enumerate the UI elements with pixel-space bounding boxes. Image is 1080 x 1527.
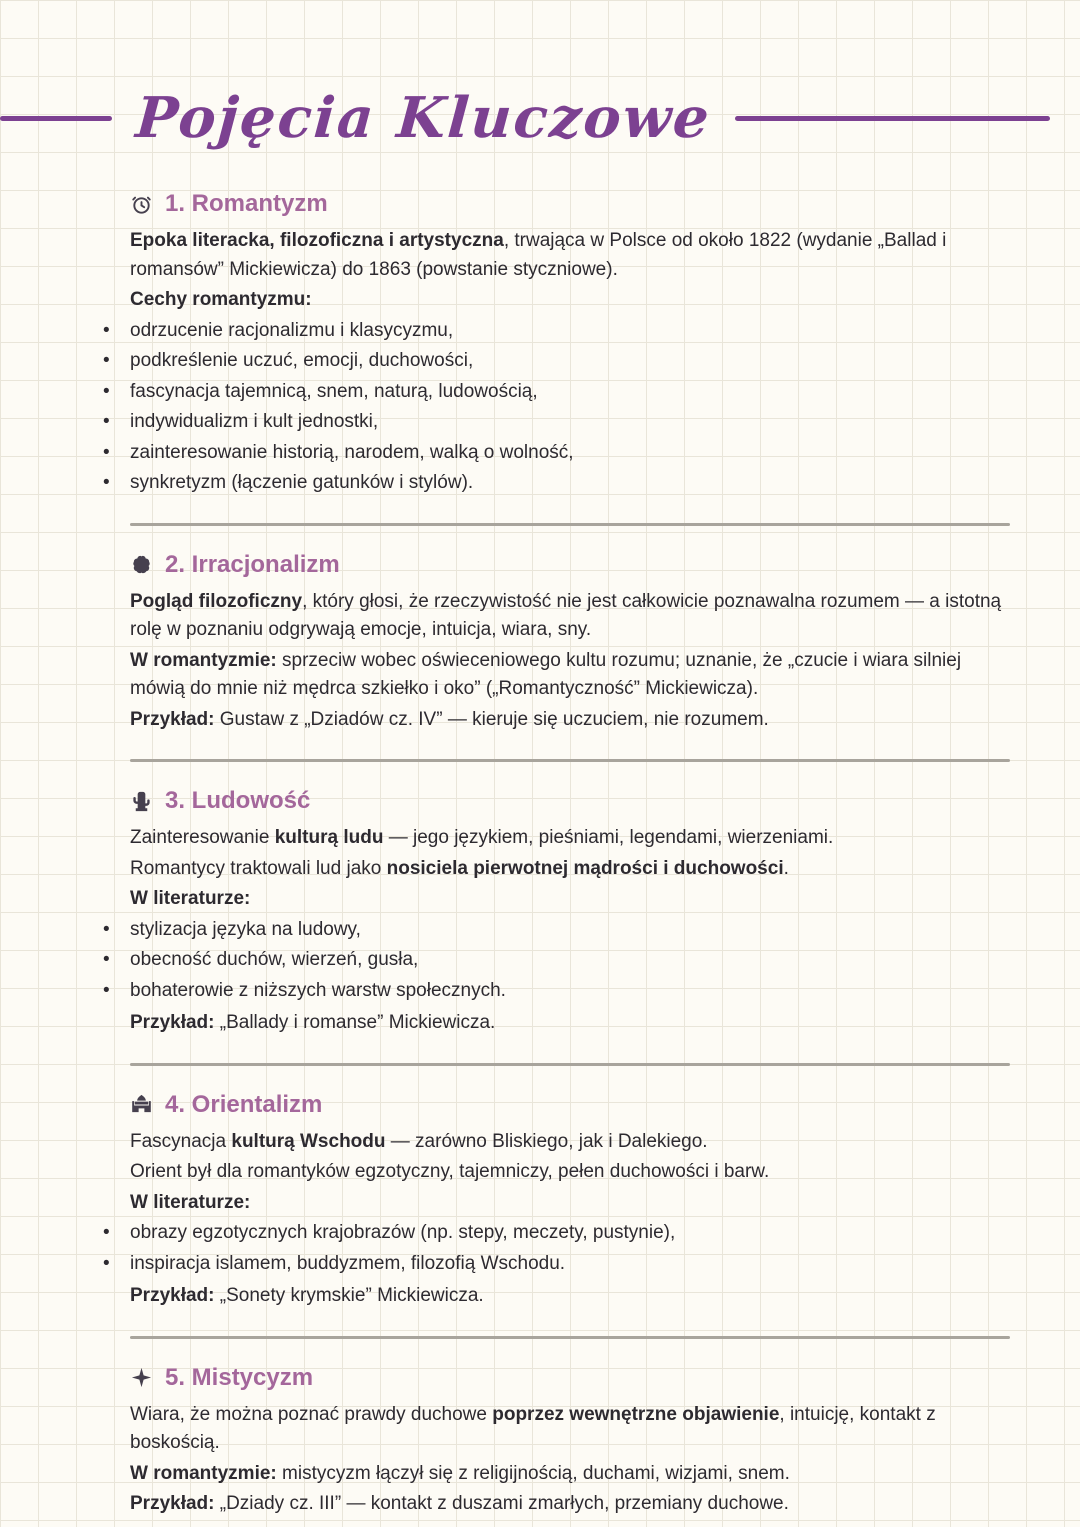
section-heading (130, 551, 1010, 579)
text-bold: kulturą ludu (274, 827, 384, 848)
paragraph (130, 227, 1010, 284)
bullet-list (130, 317, 1010, 498)
list-item: • inspiracja islamem, buddyzmem, filozofią Wschodu. (130, 1250, 1010, 1279)
text-bold: Przykład: (130, 1012, 215, 1033)
paragraph (130, 588, 1010, 645)
list-item: • odrzucenie racjonalizmu i klasycyzmu, (130, 317, 1010, 346)
text-bold: Przykład: (130, 708, 215, 730)
text-bold: W literaturze: (130, 888, 251, 909)
section (130, 1091, 1010, 1311)
paragraph (130, 885, 1010, 914)
section (130, 190, 1010, 498)
section-title: 2. Irracjonalizm (165, 550, 340, 578)
text-bold: Przykład: (130, 1285, 215, 1306)
text-bold: W romantyzmie: (130, 649, 277, 671)
list-item: • obecność duchów, wierzeń, gusła, (130, 946, 1010, 975)
paragraph (130, 647, 1010, 704)
page-header (0, 0, 1080, 151)
section-divider (130, 523, 1010, 526)
bullet-list (130, 1219, 1010, 1278)
text: , intuicję, kontakt z boskością. (130, 1403, 936, 1453)
section-heading (130, 1091, 1010, 1119)
paragraph (130, 1158, 1010, 1187)
paragraph (130, 1401, 1010, 1458)
list-item: • obrazy egzotycznych krajobrazów (np. stepy, meczety, pustynie), (130, 1219, 1010, 1248)
text: , który głosi, że rzeczywistość nie jest całkowicie poznawalna rozumem — a istotną rolę w poznaniu odgrywają emocje, intuicja, wiara, sny. (130, 590, 1002, 640)
section-title: 4. Orientalizm (165, 1090, 323, 1118)
paragraph (130, 706, 1010, 735)
text: Romantycy traktowali lud jako (130, 857, 387, 879)
text-bold: W romantyzmie: (130, 1462, 277, 1484)
text: sprzeciw wobec oświeceniowego kultu rozumu; uznanie, że „czucie i wiara silniej mówią do mnie niż mędrca szkiełko i oko” („Romantyczność” Mickiewicza). (130, 649, 962, 699)
section-title: 1. Romantyzm (165, 190, 328, 217)
paragraph (130, 1009, 1010, 1038)
list-item: • indywidualizm i kult jednostki, (130, 408, 1010, 437)
list-item: • fascynacja tajemnicą, snem, naturą, ludowością, (130, 378, 1010, 407)
section-divider (130, 1336, 1010, 1339)
brain-icon (130, 553, 153, 576)
list-item: • podkreślenie uczuć, emocji, duchowości, (130, 347, 1010, 376)
text: Fascynacja (130, 1130, 232, 1152)
sections-container (0, 146, 1080, 1519)
sparkle-icon (130, 1366, 153, 1389)
paragraph (130, 1460, 1010, 1489)
text-bold: kulturą Wschodu (231, 1130, 386, 1152)
list-item: • zainteresowanie historią, narodem, walką o wolność, (130, 439, 1010, 468)
section (130, 551, 1010, 735)
text: „Sonety krymskie” Mickiewicza. (214, 1285, 484, 1306)
list-item: • bohaterowie z niższych warstw społecznych. (130, 977, 1010, 1006)
paragraph (130, 1282, 1010, 1311)
section-divider (130, 759, 1010, 762)
title-decoration-line-left (0, 116, 112, 121)
text-bold: Epoka literacka, filozoficzna i artystyczna (130, 230, 504, 251)
section-title: 3. Ludowość (165, 787, 311, 814)
section-heading (130, 1364, 1010, 1392)
text-bold: poprzez wewnętrzne objawienie (492, 1403, 780, 1425)
text-bold: Przykład: (130, 1493, 215, 1514)
section-heading (130, 787, 1010, 815)
bullet-list (130, 916, 1010, 1006)
paragraph (130, 286, 1010, 315)
text: „Ballady i romanse” Mickiewicza. (214, 1012, 496, 1033)
title-decoration-line-right (735, 116, 1050, 121)
text: mistycyzm łączył się z religijnością, duchami, wizjami, snem. (276, 1462, 790, 1484)
text-bold: Cechy romantyzmu: (130, 289, 312, 310)
text: Orient był dla romantyków egzotyczny, tajemniczy, pełen duchowości i barw. (130, 1161, 770, 1182)
paragraph (130, 824, 1010, 853)
section-title: 5. Mistycyzm (165, 1363, 314, 1391)
paragraph (130, 1189, 1010, 1218)
paragraph (130, 1490, 1010, 1519)
paragraph (130, 855, 1010, 884)
text: Gustaw z „Dziadów cz. IV” — kieruje się uczuciem, nie rozumem. (214, 708, 769, 730)
list-item: • stylizacja języka na ludowy, (130, 916, 1010, 945)
list-item: • synkretyzm (łączenie gatunków i stylów). (130, 469, 1010, 498)
text-bold: W literaturze: (130, 1191, 251, 1213)
cactus-icon (130, 790, 153, 813)
text: „Dziady cz. III” — kontakt z duszami zmarłych, przemiany duchowe. (214, 1493, 789, 1514)
text: — zarówno Bliskiego, jak i Dalekiego. (385, 1130, 708, 1152)
section-heading (130, 190, 1010, 218)
mosque-icon (130, 1093, 153, 1116)
section (130, 1364, 1010, 1519)
paragraph (130, 1128, 1010, 1157)
section-divider (130, 1063, 1010, 1066)
text: Wiara, że można poznać prawdy duchowe (130, 1403, 493, 1425)
text-bold: nosiciela pierwotnej mądrości i duchowości (386, 857, 784, 879)
text-bold: Pogląd filozoficzny (130, 590, 303, 612)
text: — jego językiem, pieśniami, legendami, wierzeniami. (383, 827, 834, 848)
section (130, 787, 1010, 1038)
text: Zainteresowanie (130, 827, 275, 848)
text: , trwająca w Polsce od około 1822 (wydanie „Ballad i romansów” Mickiewicza) do 1863 (powstanie styczniowe). (130, 230, 947, 280)
text: . (783, 857, 789, 879)
alarm-clock-icon (130, 193, 153, 216)
page-title: Pojęcia Kluczowe (133, 85, 714, 151)
